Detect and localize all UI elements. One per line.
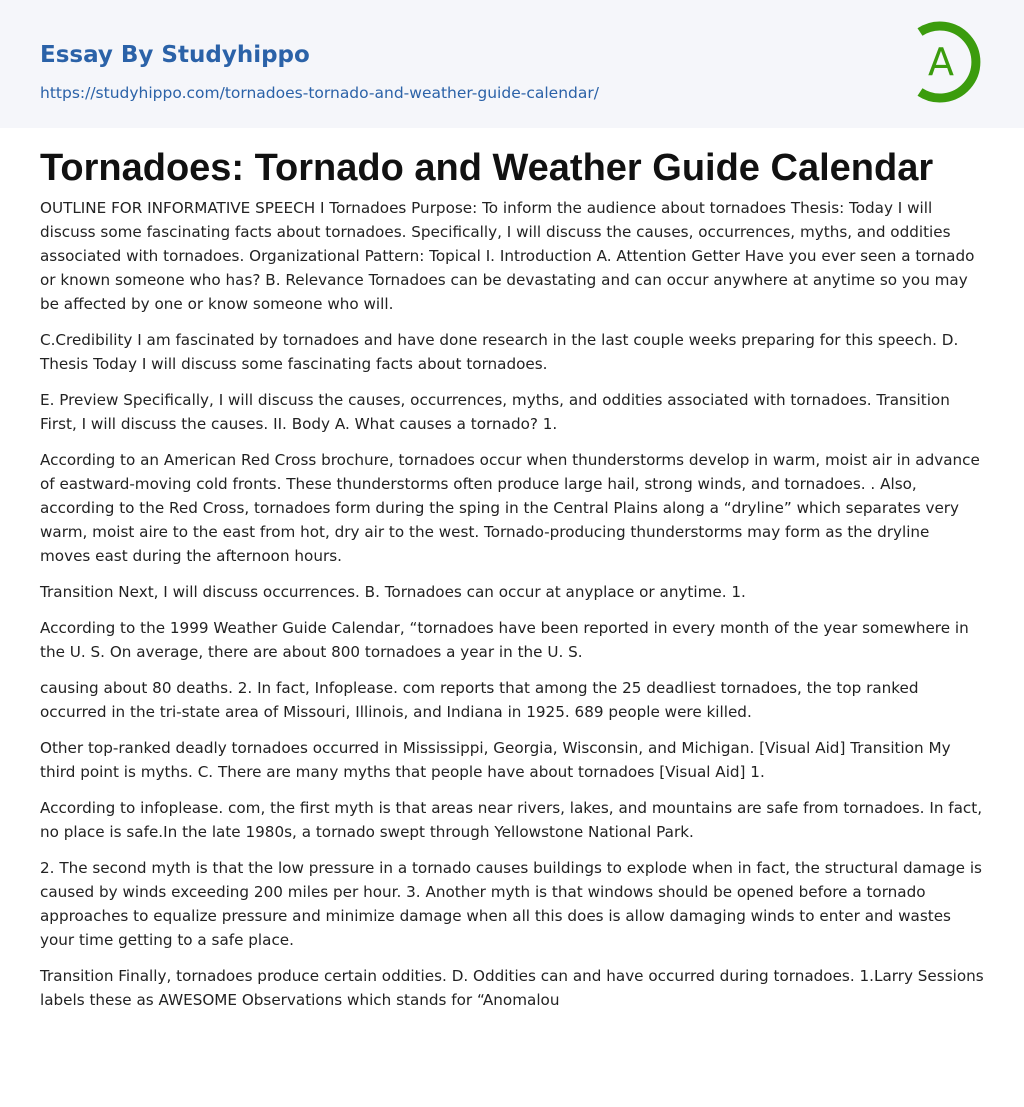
paragraph: C.Credibility I am fascinated by tornadoes and have done research in the last couple weeks preparing for this speech. D. Thesis Today I will discuss some fascinating facts about tornadoes. <box>40 331 959 373</box>
paragraph: Other top-ranked deadly tornadoes occurred in Mississippi, Georgia, Wisconsin, and Michigan. [Visual Aid] Transition My third point is myths. C. There are many myths that people have about tornadoes [Visual Aid] 1. <box>40 739 951 781</box>
paragraph: Transition Next, I will discuss occurrences. B. Tornadoes can occur at anyplace or anytime. 1. <box>40 583 746 601</box>
page-title: Tornadoes: Tornado and Weather Guide Calendar <box>40 147 934 189</box>
paragraph: OUTLINE FOR INFORMATIVE SPEECH I Tornadoes Purpose: To inform the audience about tornadoes Thesis: Today I will discuss some fascinating facts about tornadoes. Specifically, I will discuss the causes, occurrences, myths, and oddities associated with tornadoes. Organizational Pattern: Topical I. Introduction A. Attention Getter Have you ever seen a tornado or known someone who has? B. Relevance Tornadoes can be devastating and can occur anywhere at anytime so you may be affected by one or know someone who will. <box>40 199 975 313</box>
brand-title: Essay By Studyhippo <box>40 42 310 68</box>
essay-body <box>0 196 1024 1012</box>
paragraph: causing about 80 deaths. 2. In fact, Infoplease. com reports that among the 25 deadliest tornadoes, the top ranked occurred in the tri-state area of Missouri, Illinois, and Indiana in 1925. 689 people were killed. <box>40 679 919 721</box>
paragraph: Transition Finally, tornadoes produce certain oddities. D. Oddities can and have occurred during tornadoes. 1.Larry Sessions labels these as AWESOME Observations which stands for “Anomalou <box>40 967 984 1009</box>
studyhippo-logo-icon <box>908 18 988 106</box>
paragraph: According to the 1999 Weather Guide Calendar, “tornadoes have been reported in every month of the year somewhere in the U. S. On average, there are about 800 tornadoes a year in the U. S. <box>40 619 969 661</box>
paragraph: According to an American Red Cross brochure, tornadoes occur when thunderstorms develop in warm, moist air in advance of eastward-moving cold fronts. These thunderstorms often produce large hail, strong winds, and tornadoes. . Also, according to the Red Cross, tornadoes form during the sping in the Central Plains along a “dryline” which separates very warm, moist aire to the east from hot, dry air to the west. Tornado-producing thunderstorms may form as the dryline moves east during the afternoon hours. <box>40 451 980 565</box>
paragraph: According to infoplease. com, the first myth is that areas near rivers, lakes, and mountains are safe from tornadoes. In fact, no place is safe.In the late 1980s, a tornado swept through Yellowstone National Park. <box>40 799 983 841</box>
svg-text:A: A <box>928 40 954 84</box>
site-header <box>0 0 1024 128</box>
paragraph: 2. The second myth is that the low pressure in a tornado causes buildings to explode when in fact, the structural damage is caused by winds exceeding 200 miles per hour. 3. Another myth is that windows should be opened before a tornado approaches to equalize pressure and minimize damage when all this does is allow damaging winds to enter and wastes your time getting to a safe place. <box>40 859 982 949</box>
essay-url-link[interactable]: https://studyhippo.com/tornadoes-tornado-and-weather-guide-calendar/ <box>40 84 599 102</box>
paragraph: E. Preview Specifically, I will discuss the causes, occurrences, myths, and oddities associated with tornadoes. Transition First, I will discuss the causes. II. Body A. What causes a tornado? 1. <box>40 391 950 433</box>
